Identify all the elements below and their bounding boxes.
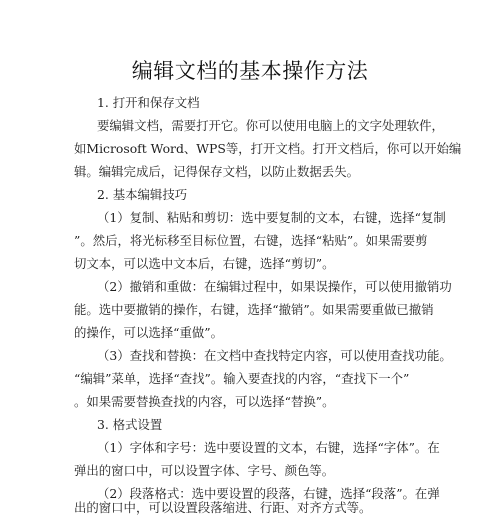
paragraph-line: （1）复制、粘贴和剪切：选中要复制的文本，右键，选择“复制 (97, 210, 446, 225)
document-title: 编辑文档的基本操作方法 (131, 59, 369, 83)
paragraph-line: （2）撤销和重做：在编辑过程中，如果误操作，可以使用撤销功 (97, 279, 452, 294)
paragraph-line: “编辑”菜单，选择“查找”。输入要查找的内容，“查找下一个” (74, 371, 410, 386)
section-heading-2: 2. 基本编辑技巧 (97, 187, 188, 202)
section-heading-1: 1. 打开和保存文档 (97, 95, 200, 110)
paragraph-line: ”。然后，将光标移至目标位置，右键，选择“粘贴”。如果需要剪 (74, 233, 428, 248)
section-heading-3: 3. 格式设置 (97, 417, 163, 432)
paragraph-line: （3）查找和替换：在文档中查找特定内容，可以使用查找功能。 (97, 348, 452, 363)
paragraph-line: 要编辑文档，需要打开它。你可以使用电脑上的文字处理软件， (97, 118, 444, 133)
paragraph-line: 如Microsoft Word、WPS等，打开文档。打开文档后，你可以开始编 (74, 141, 462, 156)
paragraph-line: 的操作，可以选择“重做”。 (74, 325, 223, 340)
paragraph-line: 切文本，可以选中文本后，右键，选择“剪切”。 (74, 256, 335, 271)
paragraph-line: （2）段落格式：选中要设置的段落，右键，选择“段落”。在弹 (97, 486, 440, 501)
paragraph-line: 辑。编辑完成后，记得保存文档，以防止数据丢失。 (74, 164, 359, 179)
paragraph-line: 。如果需要替换查找的内容，可以选择“替换”。 (74, 394, 335, 409)
paragraph-line: （1）字体和字号：选中要设置的文本，右键，选择“字体”。在 (97, 440, 440, 455)
paragraph-line: 弹出的窗口中，可以设置字体、字号、颜色等。 (74, 463, 335, 478)
paragraph-line: 能。选中要撤销的操作，右键，选择“撤销”。如果需要重做已撤销 (74, 302, 434, 317)
paragraph-line: 出的窗口中，可以设置段落缩进、行距、对齐方式等。 (74, 500, 372, 515)
